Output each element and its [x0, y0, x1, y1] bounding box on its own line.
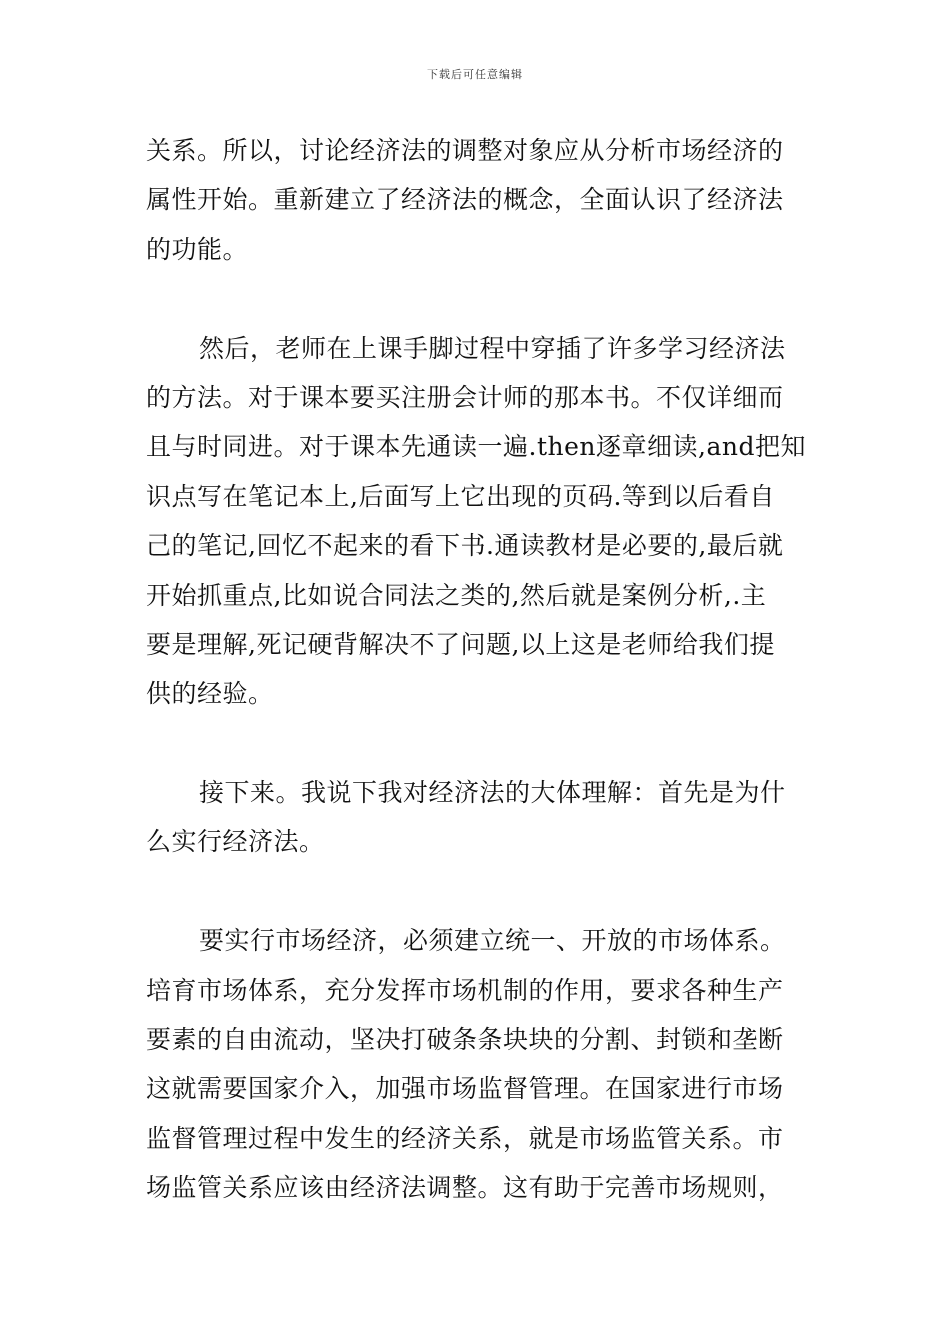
paragraph-gap [146, 719, 810, 768]
document-body [146, 126, 810, 1213]
text-line: 要素的自由流动，坚决打破条条块块的分割、封锁和垄断 [146, 1025, 784, 1055]
text-line: 己的笔记,回忆不起来的看下书.通读教材是必要的,最后就 [146, 531, 784, 561]
text-line: 且与时同进。对于课本先通读一遍.then逐章细读,and把知 [146, 432, 806, 462]
paragraph-gap [146, 274, 810, 323]
paragraph-gap [146, 867, 810, 916]
paragraph [146, 916, 810, 1212]
text-line: 供的经验。 [146, 679, 274, 709]
text-line: 的功能。 [146, 234, 249, 264]
text-line: 然后，老师在上课手脚过程中穿插了许多学习经济法 [199, 333, 786, 363]
paragraph [146, 324, 810, 719]
paragraph [146, 126, 810, 274]
text-line: 开始抓重点,比如说合同法之类的,然后就是案例分析,.主 [146, 580, 767, 610]
text-line: 关系。所以，讨论经济法的调整对象应从分析市场经济的 [146, 136, 784, 165]
text-line: 要是理解,死记硬背解决不了问题,以上这是老师给我们提 [146, 629, 775, 659]
paragraph [146, 768, 810, 867]
text-line: 场监管关系应该由经济法调整。这有助于完善市场规则， [146, 1173, 784, 1203]
header-note: 下载后可任意编辑 [427, 68, 523, 81]
text-line: 监督管理过程中发生的经济关系，就是市场监管关系。市 [146, 1123, 784, 1153]
text-line: 要实行市场经济，必须建立统一、开放的市场体系。 [199, 926, 786, 956]
text-line: 这就需要国家介入，加强市场监督管理。在国家进行市场 [146, 1074, 784, 1104]
text-line: 培育市场体系，充分发挥市场机制的作用，要求各种生产 [146, 975, 784, 1005]
text-line: 属性开始。重新建立了经济法的概念，全面认识了经济法 [146, 185, 784, 215]
text-line: 么实行经济法。 [146, 827, 325, 857]
text-line: 的方法。对于课本要买注册会计师的那本书。不仅详细而 [146, 382, 784, 412]
text-line: 识点写在笔记本上,后面写上它出现的页码.等到以后看自 [146, 481, 775, 511]
text-line: 接下来。我说下我对经济法的大体理解：首先是为什 [199, 778, 786, 808]
